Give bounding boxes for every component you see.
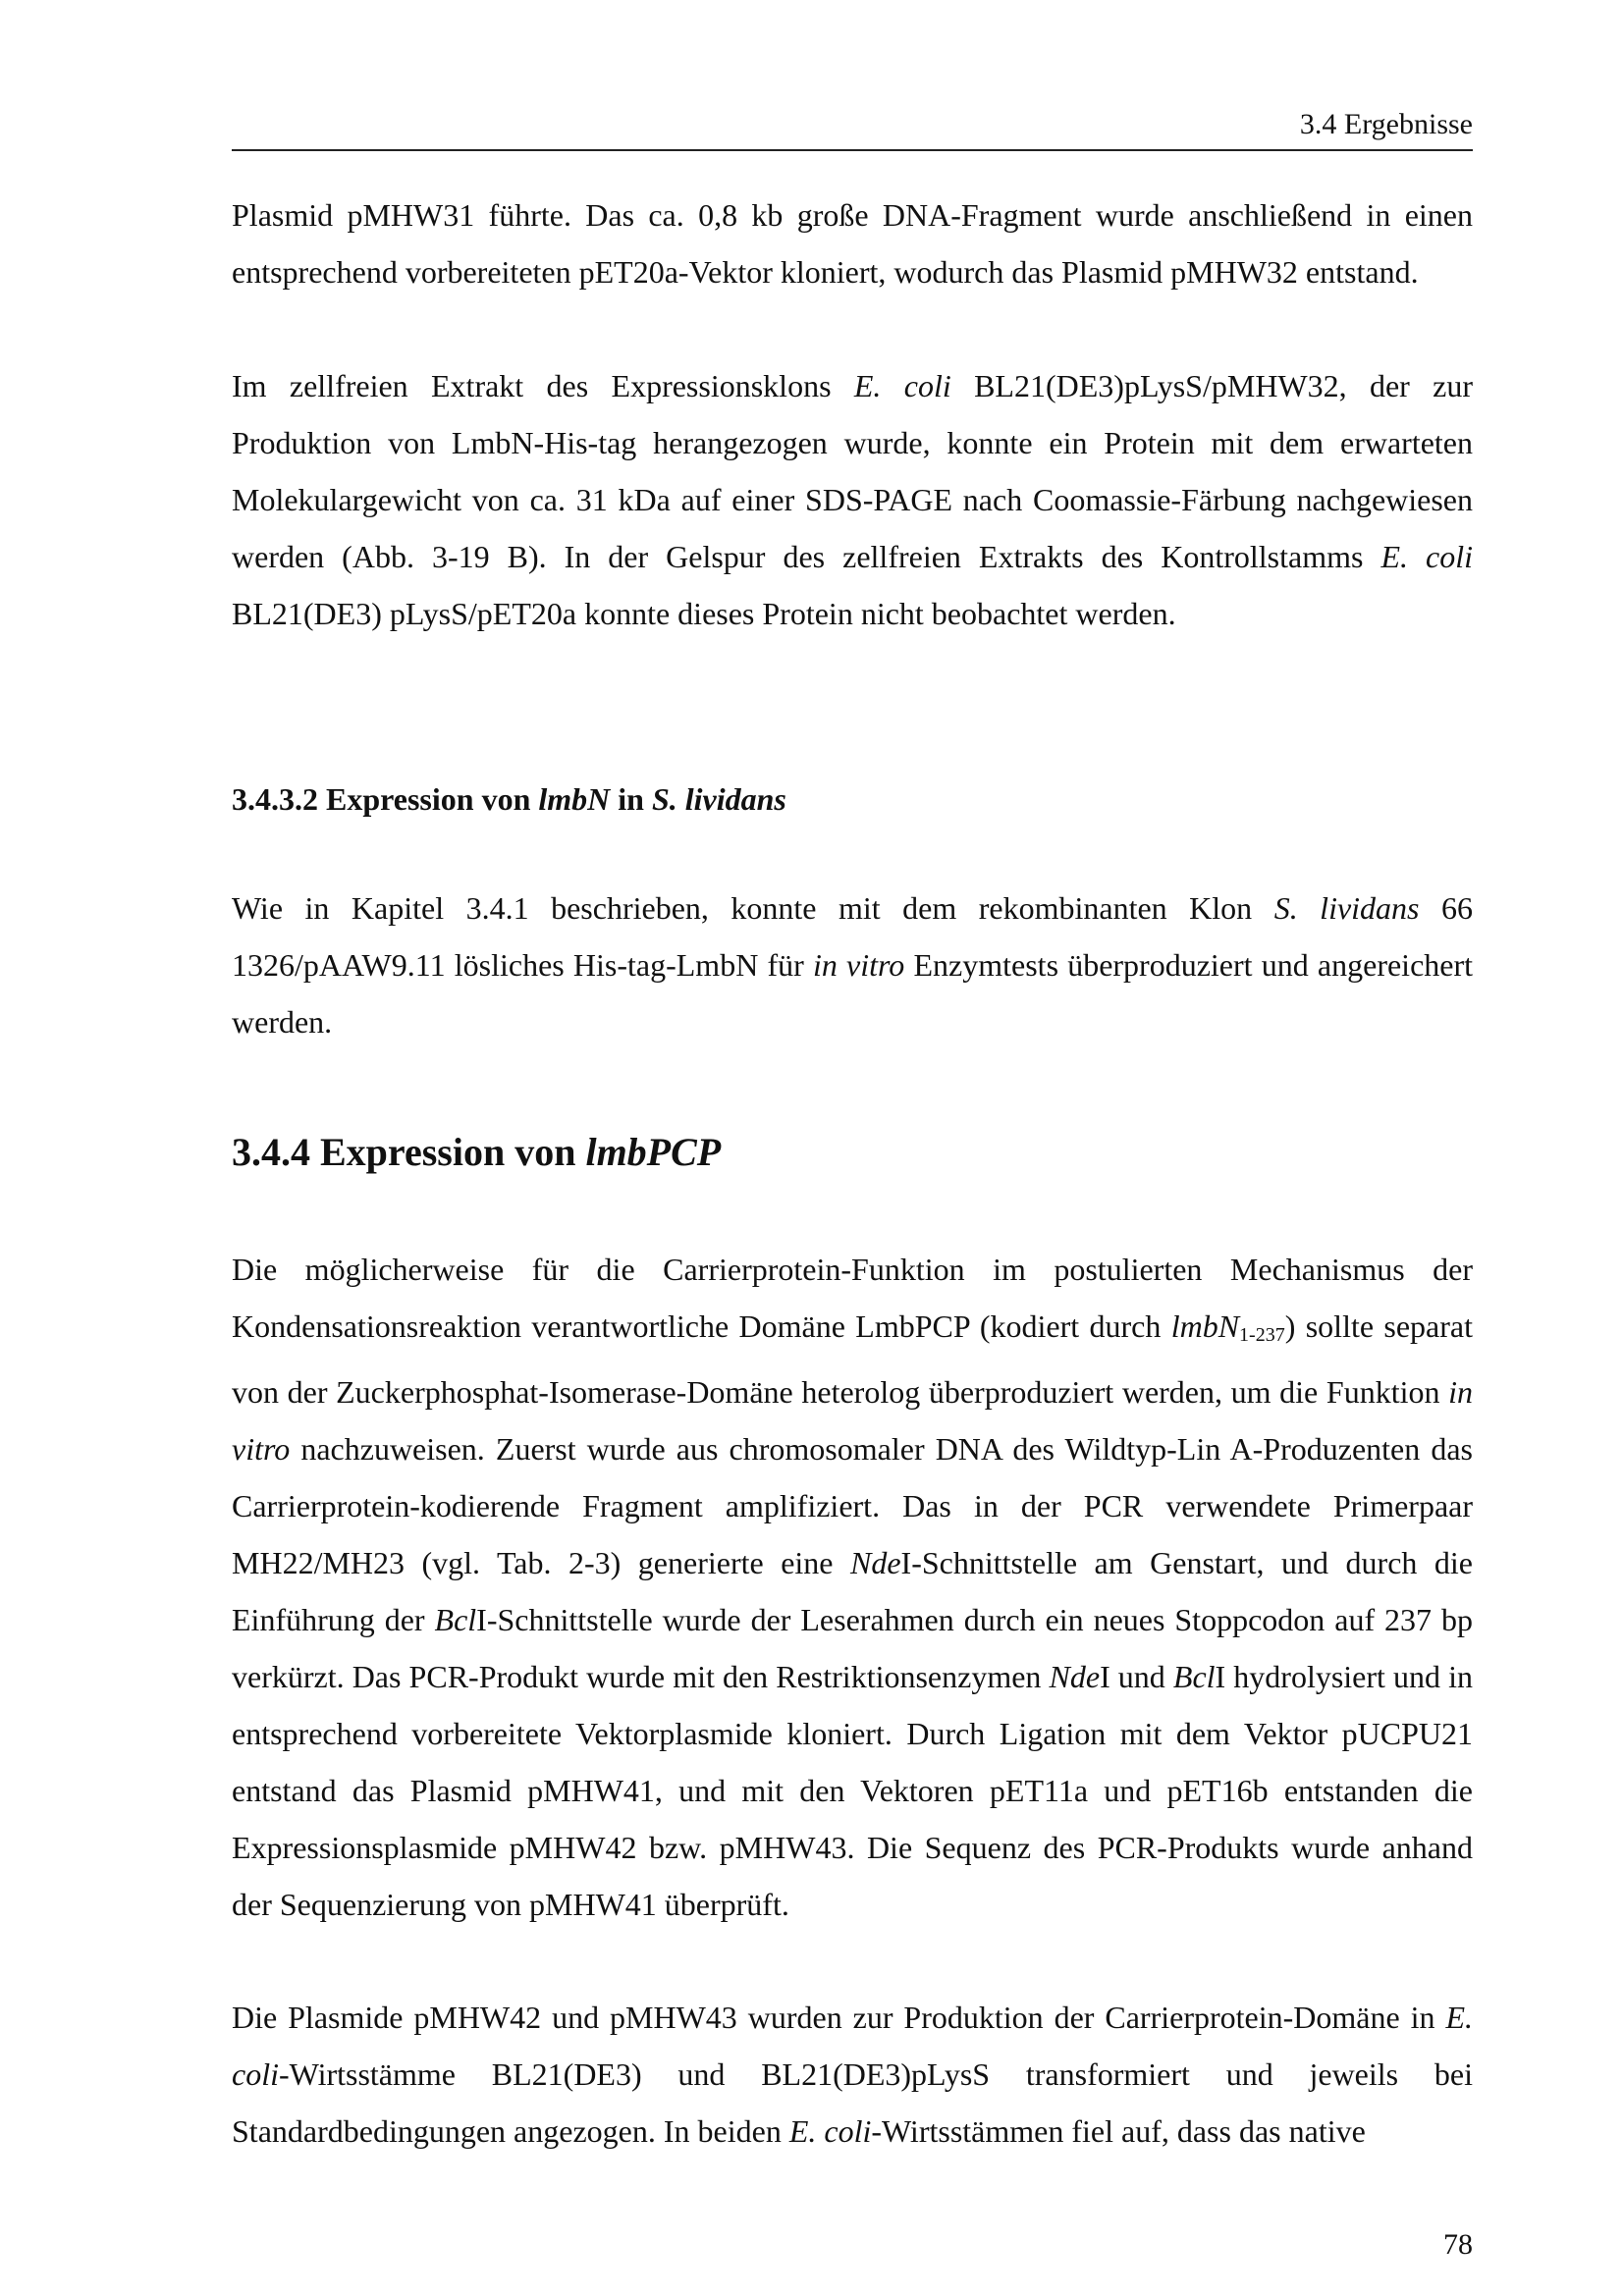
paragraph-zellfreier-extrakt: Im zellfreien Extrakt des Expressionsklons E. coli BL21(DE3)pLysS/pMHW32, der zur Produktion von LmbN-His-tag herangezogen wurde, konnte ein Protein mit dem erwarteten Molekulargewicht von ca. 31 kDa auf einer SDS-PAGE nach Coomassie-Färbung nachgewiesen werden (Abb. 3-19 B). In der Gelspur des zellfreien Extrakts des Kontrollstamms E. coli BL21(DE3) pLysS/pET20a konnte dieses Protein nicht beobachtet werden. [232, 368, 1474, 631]
heading-3-4-3-2: 3.4.3.2 Expression von lmbN in S. lividans [232, 781, 786, 817]
running-header [232, 102, 1473, 151]
paragraph-s-lividans: Wie in Kapitel 3.4.1 beschrieben, konnte mit dem rekombinanten Klon S. lividans 66 1326/pAAW9.11 lösliches His-tag-LmbN für in vitro Enzymtests überproduziert und angereichert werden. [232, 890, 1474, 1040]
heading-3-4-4: 3.4.4 Expression von lmbPCP [232, 1130, 722, 1174]
paragraph-carrierprotein: Die möglicherweise für die Carrierprotein-Funktion im postulierten Mechanismus der Kondensationsreaktion verantwortliche Domäne LmbPCP (kodiert durch lmbN$_{1-237}$) sollte separat von der Zuckerphosphat-Isomerase-Domäne heterolog überproduziert werden, um die Funktion in vitro nachzuweisen. Zuerst wurde aus chromosomaler DNA des Wildtyp-Lin A-Produzenten das Carrierprotein-kodierende Fragment amplifiziert. Das in der PCR verwendete Primerpaar MH22/MH23 (vgl. Tab. 2-3) generierte eine NdeI-Schnittstelle am Genstart, und durch die Einführung der BclI-Schnittstelle wurde der Leserahmen durch ein neues Stoppcodon auf 237 bp verkürzt. Das PCR-Produkt wurde mit den Restriktionsenzymen NdeI und BclI hydrolysiert und in entsprechend vorbereitete Vektorplasmide kloniert. Durch Ligation mit dem Vektor pUCPU21 entstand das Plasmid pMHW41, und mit den Vektoren pET11a und pET16b entstanden die Expressionsplasmide pMHW42 bzw. pMHW43. Die Sequenz des PCR-Produkts wurde anhand der Sequenzierung von pMHW41 überprüft. [232, 1252, 1474, 1922]
header-section-title: 3.4 Ergebnisse [1299, 108, 1473, 140]
paragraph-plasmide-transformation: Die Plasmide pMHW42 und pMHW43 wurden zur Produktion der Carrierprotein-Domäne in E. coli-Wirtsstämme BL21(DE3) und BL21(DE3)pLysS transformiert und jeweils bei Standardbedingungen angezogen. In beiden E. coli-Wirtsstämmen fiel auf, dass das native [232, 2000, 1473, 2149]
paragraph-plasmid-pmhw31: Plasmid pMHW31 führte. Das ca. 0,8 kb große DNA-Fragment wurde anschließend in einen entsprechend vorbereiteten pET20a-Vektor kloniert, wodurch das Plasmid pMHW32 entstand. [232, 197, 1473, 290]
page-number: 78 [1443, 2228, 1473, 2261]
